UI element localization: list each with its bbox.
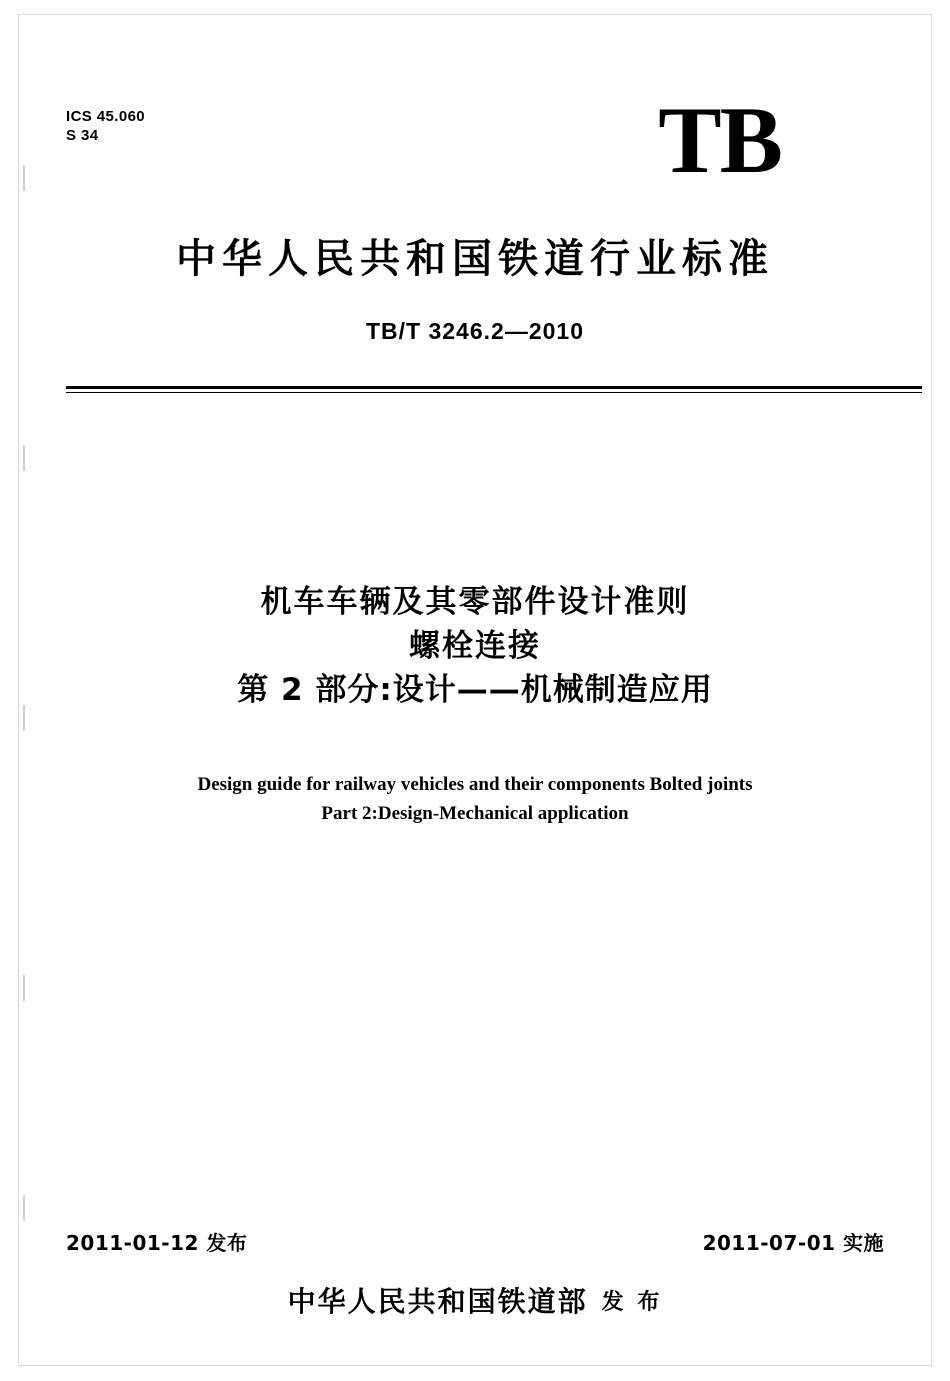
- document-title-cn: [19, 580, 931, 712]
- standard-series-title: 中华人民共和国铁道行业标准: [176, 236, 774, 282]
- tb-logo: TB: [658, 87, 781, 193]
- cover-sheet: [18, 14, 932, 1366]
- ics-code: ICS 45.060: [66, 108, 146, 125]
- scan-artifact: [23, 165, 25, 191]
- publisher-name: 中华人民共和国铁道部: [287, 1285, 588, 1318]
- title-line-2: 螺栓连接: [409, 628, 541, 664]
- document-title-en: [19, 770, 931, 828]
- publisher-verb: 发 布: [601, 1290, 663, 1315]
- title-line-1: 机车车辆及其零部件设计准则: [260, 584, 690, 620]
- implementation-date: 2011-07-01 实施: [702, 1231, 884, 1255]
- title-en-line-2: Part 2:Design-Mechanical application: [321, 803, 629, 824]
- title-line-3: 第 2 部分:设计——机械制造应用: [237, 672, 713, 708]
- scan-artifact: [23, 445, 25, 471]
- standard-number: TB/T 3246.2—2010: [365, 318, 584, 344]
- standard-class-code: S 34: [66, 127, 99, 144]
- header-rule-thin: [66, 392, 922, 393]
- issue-date: 2011-01-12 发布: [66, 1231, 248, 1255]
- title-en-line-1: Design guide for railway vehicles and their components Bolted joints: [197, 774, 753, 795]
- scan-artifact: [23, 1195, 25, 1221]
- publisher-block: [19, 1280, 931, 1320]
- header-rule-thick: [66, 386, 922, 389]
- scan-artifact: [23, 975, 25, 1001]
- ics-classification-block: [66, 107, 145, 145]
